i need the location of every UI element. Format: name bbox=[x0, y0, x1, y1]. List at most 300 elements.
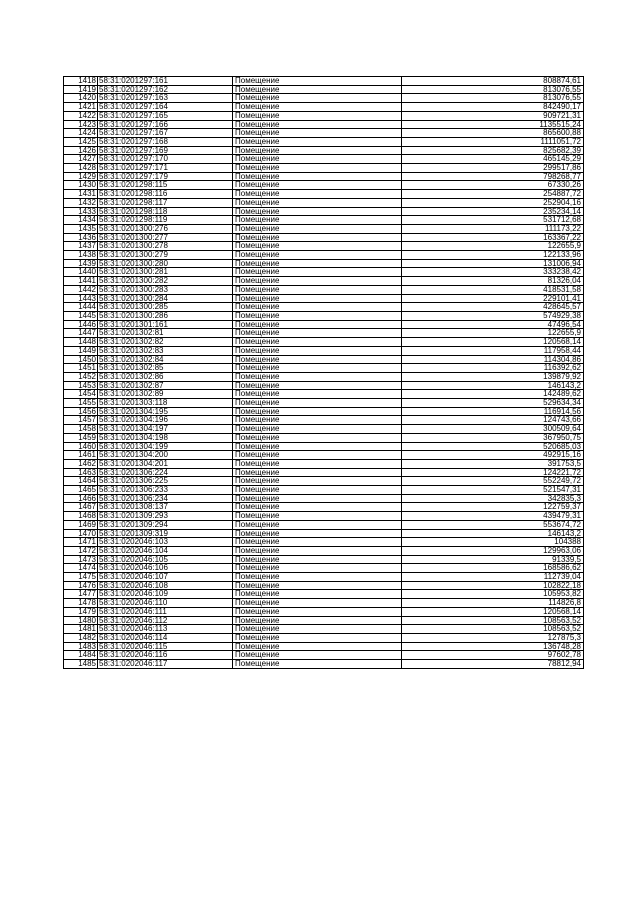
object-type-cell: Помещение bbox=[233, 277, 402, 286]
cadastral-number-cell: 58:31:0202046:109 bbox=[98, 590, 233, 599]
row-number-cell: 1484 bbox=[64, 651, 98, 660]
row-number-cell: 1432 bbox=[64, 198, 98, 207]
cadastral-number-cell: 58:31:0201309:294 bbox=[98, 520, 233, 529]
table-row bbox=[64, 155, 584, 164]
cadastral-value-cell: 865600,88 bbox=[402, 129, 584, 138]
row-number-cell: 1427 bbox=[64, 155, 98, 164]
cadastral-number-cell: 58:31:0202046:106 bbox=[98, 564, 233, 573]
row-number-cell: 1444 bbox=[64, 303, 98, 312]
cadastral-number-cell: 58:31:0202046:114 bbox=[98, 634, 233, 643]
table-row bbox=[64, 85, 584, 94]
cadastral-number-cell: 58:31:0201297:179 bbox=[98, 172, 233, 181]
object-type-cell: Помещение bbox=[233, 660, 402, 669]
cadastral-value-cell: 122133,96 bbox=[402, 251, 584, 260]
object-type-cell: Помещение bbox=[233, 268, 402, 277]
row-number-cell: 1469 bbox=[64, 520, 98, 529]
table-row bbox=[64, 224, 584, 233]
cadastral-value-cell: 808874,61 bbox=[402, 77, 584, 86]
cadastral-number-cell: 58:31:0201300:279 bbox=[98, 251, 233, 260]
object-type-cell: Помещение bbox=[233, 77, 402, 86]
table-row bbox=[64, 494, 584, 503]
table-row bbox=[64, 546, 584, 555]
row-number-cell: 1457 bbox=[64, 416, 98, 425]
cadastral-value-cell: 136748,28 bbox=[402, 642, 584, 651]
cadastral-value-cell: 520685,03 bbox=[402, 442, 584, 451]
table-row bbox=[64, 338, 584, 347]
row-number-cell: 1476 bbox=[64, 581, 98, 590]
row-number-cell: 1459 bbox=[64, 433, 98, 442]
cadastral-number-cell: 58:31:0201300:278 bbox=[98, 242, 233, 251]
cadastral-number-cell: 58:31:0201308:137 bbox=[98, 503, 233, 512]
cadastral-value-cell: 116392,62 bbox=[402, 364, 584, 373]
object-type-cell: Помещение bbox=[233, 555, 402, 564]
object-type-cell: Помещение bbox=[233, 172, 402, 181]
row-number-cell: 1440 bbox=[64, 268, 98, 277]
cadastral-value-cell: 114826,8 bbox=[402, 599, 584, 608]
object-type-cell: Помещение bbox=[233, 390, 402, 399]
table-row bbox=[64, 294, 584, 303]
table-row bbox=[64, 468, 584, 477]
object-type-cell: Помещение bbox=[233, 651, 402, 660]
object-type-cell: Помещение bbox=[233, 529, 402, 538]
cadastral-number-cell: 58:31:0201297:163 bbox=[98, 94, 233, 103]
cadastral-number-cell: 58:31:0201304:195 bbox=[98, 407, 233, 416]
object-type-cell: Помещение bbox=[233, 468, 402, 477]
table-row bbox=[64, 146, 584, 155]
row-number-cell: 1475 bbox=[64, 573, 98, 582]
row-number-cell: 1483 bbox=[64, 642, 98, 651]
object-type-cell: Помещение bbox=[233, 329, 402, 338]
cadastral-value-cell: 798268,77 bbox=[402, 172, 584, 181]
object-type-cell: Помещение bbox=[233, 642, 402, 651]
table-row bbox=[64, 599, 584, 608]
object-type-cell: Помещение bbox=[233, 111, 402, 120]
object-type-cell: Помещение bbox=[233, 372, 402, 381]
object-type-cell: Помещение bbox=[233, 573, 402, 582]
table-row bbox=[64, 625, 584, 634]
object-type-cell: Помещение bbox=[233, 94, 402, 103]
row-number-cell: 1445 bbox=[64, 311, 98, 320]
row-number-cell: 1479 bbox=[64, 607, 98, 616]
cadastral-value-cell: 122759,37 bbox=[402, 503, 584, 512]
row-number-cell: 1422 bbox=[64, 111, 98, 120]
object-type-cell: Помещение bbox=[233, 590, 402, 599]
table-row bbox=[64, 268, 584, 277]
cadastral-number-cell: 58:31:0201300:286 bbox=[98, 311, 233, 320]
cadastral-value-cell: 163367,22 bbox=[402, 233, 584, 242]
row-number-cell: 1472 bbox=[64, 546, 98, 555]
cadastral-value-cell: 122655,9 bbox=[402, 329, 584, 338]
cadastral-number-cell: 58:31:0201304:198 bbox=[98, 433, 233, 442]
cadastral-number-cell: 58:31:0201300:282 bbox=[98, 277, 233, 286]
cadastral-value-cell: 465145,29 bbox=[402, 155, 584, 164]
table-row bbox=[64, 372, 584, 381]
row-number-cell: 1467 bbox=[64, 503, 98, 512]
cadastral-number-cell: 58:31:0201297:169 bbox=[98, 146, 233, 155]
table-row bbox=[64, 538, 584, 547]
object-type-cell: Помещение bbox=[233, 190, 402, 199]
row-number-cell: 1434 bbox=[64, 216, 98, 225]
table-row bbox=[64, 181, 584, 190]
object-type-cell: Помещение bbox=[233, 137, 402, 146]
cadastral-number-cell: 58:31:0201304:200 bbox=[98, 451, 233, 460]
cadastral-value-cell: 105953,82 bbox=[402, 590, 584, 599]
object-type-cell: Помещение bbox=[233, 494, 402, 503]
table-row bbox=[64, 277, 584, 286]
cadastral-number-cell: 58:31:0201297:162 bbox=[98, 85, 233, 94]
row-number-cell: 1437 bbox=[64, 242, 98, 251]
cadastral-value-cell: 81326,04 bbox=[402, 277, 584, 286]
object-type-cell: Помещение bbox=[233, 503, 402, 512]
row-number-cell: 1449 bbox=[64, 346, 98, 355]
cadastral-number-cell: 58:31:0201304:197 bbox=[98, 425, 233, 434]
table-row bbox=[64, 120, 584, 129]
object-type-cell: Помещение bbox=[233, 512, 402, 521]
table-row bbox=[64, 381, 584, 390]
cadastral-value-cell: 124743,66 bbox=[402, 416, 584, 425]
cadastral-number-cell: 58:31:0202046:117 bbox=[98, 660, 233, 669]
cadastral-value-cell: 1135515,24 bbox=[402, 120, 584, 129]
table-row bbox=[64, 407, 584, 416]
cadastral-number-cell: 58:31:0201306:233 bbox=[98, 486, 233, 495]
cadastral-number-cell: 58:31:0201306:224 bbox=[98, 468, 233, 477]
row-number-cell: 1435 bbox=[64, 224, 98, 233]
table-row bbox=[64, 390, 584, 399]
table-row bbox=[64, 433, 584, 442]
table-row bbox=[64, 111, 584, 120]
cadastral-value-cell: 909721,31 bbox=[402, 111, 584, 120]
table-row bbox=[64, 137, 584, 146]
cadastral-value-cell: 146143,2 bbox=[402, 529, 584, 538]
table-row bbox=[64, 651, 584, 660]
cadastral-value-cell: 333238,42 bbox=[402, 268, 584, 277]
row-number-cell: 1452 bbox=[64, 372, 98, 381]
cadastral-value-cell: 492915,16 bbox=[402, 451, 584, 460]
object-type-cell: Помещение bbox=[233, 346, 402, 355]
table-row bbox=[64, 103, 584, 112]
table-row bbox=[64, 364, 584, 373]
cadastral-number-cell: 58:31:0201300:283 bbox=[98, 285, 233, 294]
cadastral-value-cell: 439479,31 bbox=[402, 512, 584, 521]
row-number-cell: 1453 bbox=[64, 381, 98, 390]
cadastral-value-cell: 127875,3 bbox=[402, 634, 584, 643]
row-number-cell: 1436 bbox=[64, 233, 98, 242]
cadastral-number-cell: 58:31:0202046:108 bbox=[98, 581, 233, 590]
table-row bbox=[64, 77, 584, 86]
row-number-cell: 1421 bbox=[64, 103, 98, 112]
table-row bbox=[64, 590, 584, 599]
table-row bbox=[64, 311, 584, 320]
row-number-cell: 1471 bbox=[64, 538, 98, 547]
object-type-cell: Помещение bbox=[233, 364, 402, 373]
cadastral-value-cell: 114304,86 bbox=[402, 355, 584, 364]
row-number-cell: 1456 bbox=[64, 407, 98, 416]
cadastral-value-cell: 78812,94 bbox=[402, 660, 584, 669]
row-number-cell: 1485 bbox=[64, 660, 98, 669]
cadastral-number-cell: 58:31:0202046:116 bbox=[98, 651, 233, 660]
cadastral-number-cell: 58:31:0201304:199 bbox=[98, 442, 233, 451]
cadastral-number-cell: 58:31:0201306:234 bbox=[98, 494, 233, 503]
cadastral-value-cell: 299517,86 bbox=[402, 164, 584, 173]
object-type-cell: Помещение bbox=[233, 120, 402, 129]
cadastral-value-cell: 112739,04 bbox=[402, 573, 584, 582]
cadastral-number-cell: 58:31:0201303:118 bbox=[98, 399, 233, 408]
cadastral-value-cell: 552249,72 bbox=[402, 477, 584, 486]
table-row bbox=[64, 642, 584, 651]
row-number-cell: 1441 bbox=[64, 277, 98, 286]
cadastral-number-cell: 58:31:0202046:112 bbox=[98, 616, 233, 625]
table-row bbox=[64, 320, 584, 329]
object-type-cell: Помещение bbox=[233, 433, 402, 442]
cadastral-number-cell: 58:31:0201300:277 bbox=[98, 233, 233, 242]
object-type-cell: Помещение bbox=[233, 129, 402, 138]
cadastral-value-cell: 418531,58 bbox=[402, 285, 584, 294]
row-number-cell: 1439 bbox=[64, 259, 98, 268]
object-type-cell: Помещение bbox=[233, 477, 402, 486]
table-row bbox=[64, 607, 584, 616]
row-number-cell: 1480 bbox=[64, 616, 98, 625]
object-type-cell: Помещение bbox=[233, 407, 402, 416]
cadastral-value-cell: 342835,3 bbox=[402, 494, 584, 503]
row-number-cell: 1438 bbox=[64, 251, 98, 260]
table-row bbox=[64, 129, 584, 138]
cadastral-number-cell: 58:31:0201302:87 bbox=[98, 381, 233, 390]
cadastral-value-cell: 120568,14 bbox=[402, 338, 584, 347]
cadastral-value-cell: 229101,41 bbox=[402, 294, 584, 303]
object-type-cell: Помещение bbox=[233, 599, 402, 608]
table-row bbox=[64, 573, 584, 582]
object-type-cell: Помещение bbox=[233, 224, 402, 233]
object-type-cell: Помещение bbox=[233, 581, 402, 590]
row-number-cell: 1433 bbox=[64, 207, 98, 216]
object-type-cell: Помещение bbox=[233, 285, 402, 294]
cadastral-number-cell: 58:31:0201300:284 bbox=[98, 294, 233, 303]
row-number-cell: 1465 bbox=[64, 486, 98, 495]
object-type-cell: Помещение bbox=[233, 616, 402, 625]
object-type-cell: Помещение bbox=[233, 181, 402, 190]
object-type-cell: Помещение bbox=[233, 198, 402, 207]
cadastral-value-cell: 139879,92 bbox=[402, 372, 584, 381]
row-number-cell: 1430 bbox=[64, 181, 98, 190]
cadastral-value-cell: 146143,2 bbox=[402, 381, 584, 390]
cadastral-number-cell: 58:31:0202046:110 bbox=[98, 599, 233, 608]
object-type-cell: Помещение bbox=[233, 303, 402, 312]
cadastral-value-table bbox=[63, 76, 584, 669]
cadastral-number-cell: 58:31:0201300:276 bbox=[98, 224, 233, 233]
cadastral-number-cell: 58:31:0201298:117 bbox=[98, 198, 233, 207]
row-number-cell: 1423 bbox=[64, 120, 98, 129]
object-type-cell: Помещение bbox=[233, 486, 402, 495]
table-row bbox=[64, 346, 584, 355]
table-row bbox=[64, 477, 584, 486]
cadastral-value-cell: 168586,62 bbox=[402, 564, 584, 573]
cadastral-number-cell: 58:31:0201302:86 bbox=[98, 372, 233, 381]
cadastral-number-cell: 58:31:0201302:82 bbox=[98, 338, 233, 347]
table-row bbox=[64, 442, 584, 451]
cadastral-value-cell: 91339,5 bbox=[402, 555, 584, 564]
table-row bbox=[64, 660, 584, 669]
cadastral-value-cell: 117958,44 bbox=[402, 346, 584, 355]
cadastral-value-cell: 102822,18 bbox=[402, 581, 584, 590]
table-body bbox=[64, 77, 584, 669]
cadastral-number-cell: 58:31:0201309:319 bbox=[98, 529, 233, 538]
object-type-cell: Помещение bbox=[233, 103, 402, 112]
object-type-cell: Помещение bbox=[233, 311, 402, 320]
cadastral-number-cell: 58:31:0202046:107 bbox=[98, 573, 233, 582]
cadastral-value-cell: 1111051,72 bbox=[402, 137, 584, 146]
object-type-cell: Помещение bbox=[233, 233, 402, 242]
table-row bbox=[64, 503, 584, 512]
object-type-cell: Помещение bbox=[233, 451, 402, 460]
object-type-cell: Помещение bbox=[233, 520, 402, 529]
cadastral-value-cell: 300509,64 bbox=[402, 425, 584, 434]
cadastral-number-cell: 58:31:0201306:225 bbox=[98, 477, 233, 486]
object-type-cell: Помещение bbox=[233, 425, 402, 434]
cadastral-number-cell: 58:31:0201297:165 bbox=[98, 111, 233, 120]
table-row bbox=[64, 529, 584, 538]
cadastral-number-cell: 58:31:0201298:119 bbox=[98, 216, 233, 225]
row-number-cell: 1482 bbox=[64, 634, 98, 643]
object-type-cell: Помещение bbox=[233, 538, 402, 547]
cadastral-number-cell: 58:31:0201297:164 bbox=[98, 103, 233, 112]
cadastral-number-cell: 58:31:0202046:111 bbox=[98, 607, 233, 616]
table-row bbox=[64, 616, 584, 625]
table-row bbox=[64, 94, 584, 103]
cadastral-value-cell: 842490,17 bbox=[402, 103, 584, 112]
cadastral-value-cell: 521547,31 bbox=[402, 486, 584, 495]
row-number-cell: 1428 bbox=[64, 164, 98, 173]
table-row bbox=[64, 451, 584, 460]
table-row bbox=[64, 251, 584, 260]
cadastral-number-cell: 58:31:0201298:118 bbox=[98, 207, 233, 216]
row-number-cell: 1466 bbox=[64, 494, 98, 503]
table-row bbox=[64, 164, 584, 173]
row-number-cell: 1463 bbox=[64, 468, 98, 477]
row-number-cell: 1442 bbox=[64, 285, 98, 294]
row-number-cell: 1454 bbox=[64, 390, 98, 399]
object-type-cell: Помещение bbox=[233, 338, 402, 347]
object-type-cell: Помещение bbox=[233, 164, 402, 173]
cadastral-value-cell: 367950,75 bbox=[402, 433, 584, 442]
cadastral-value-cell: 235234,14 bbox=[402, 207, 584, 216]
row-number-cell: 1425 bbox=[64, 137, 98, 146]
table-row bbox=[64, 259, 584, 268]
cadastral-value-cell: 47496,54 bbox=[402, 320, 584, 329]
table-row bbox=[64, 564, 584, 573]
cadastral-value-cell: 111173,22 bbox=[402, 224, 584, 233]
cadastral-value-cell: 574929,38 bbox=[402, 311, 584, 320]
cadastral-number-cell: 58:31:0201304:201 bbox=[98, 459, 233, 468]
cadastral-value-cell: 252904,16 bbox=[402, 198, 584, 207]
table-row bbox=[64, 520, 584, 529]
object-type-cell: Помещение bbox=[233, 155, 402, 164]
row-number-cell: 1443 bbox=[64, 294, 98, 303]
table-row bbox=[64, 459, 584, 468]
row-number-cell: 1461 bbox=[64, 451, 98, 460]
row-number-cell: 1448 bbox=[64, 338, 98, 347]
object-type-cell: Помещение bbox=[233, 607, 402, 616]
cadastral-value-cell: 67330,26 bbox=[402, 181, 584, 190]
row-number-cell: 1426 bbox=[64, 146, 98, 155]
object-type-cell: Помещение bbox=[233, 320, 402, 329]
row-number-cell: 1474 bbox=[64, 564, 98, 573]
row-number-cell: 1464 bbox=[64, 477, 98, 486]
table-row bbox=[64, 303, 584, 312]
row-number-cell: 1431 bbox=[64, 190, 98, 199]
cadastral-value-cell: 428645,57 bbox=[402, 303, 584, 312]
row-number-cell: 1478 bbox=[64, 599, 98, 608]
cadastral-value-cell: 124221,72 bbox=[402, 468, 584, 477]
cadastral-number-cell: 58:31:0202046:105 bbox=[98, 555, 233, 564]
object-type-cell: Помещение bbox=[233, 207, 402, 216]
object-type-cell: Помещение bbox=[233, 634, 402, 643]
row-number-cell: 1447 bbox=[64, 329, 98, 338]
cadastral-number-cell: 58:31:0201302:89 bbox=[98, 390, 233, 399]
object-type-cell: Помещение bbox=[233, 381, 402, 390]
cadastral-value-cell: 391753,5 bbox=[402, 459, 584, 468]
cadastral-number-cell: 58:31:0201309:293 bbox=[98, 512, 233, 521]
table-row bbox=[64, 207, 584, 216]
cadastral-value-cell: 104388 bbox=[402, 538, 584, 547]
row-number-cell: 1470 bbox=[64, 529, 98, 538]
row-number-cell: 1420 bbox=[64, 94, 98, 103]
row-number-cell: 1419 bbox=[64, 85, 98, 94]
row-number-cell: 1418 bbox=[64, 77, 98, 86]
cadastral-value-cell: 131006,94 bbox=[402, 259, 584, 268]
cadastral-number-cell: 58:31:0201300:280 bbox=[98, 259, 233, 268]
table-row bbox=[64, 216, 584, 225]
cadastral-number-cell: 58:31:0201300:285 bbox=[98, 303, 233, 312]
object-type-cell: Помещение bbox=[233, 85, 402, 94]
object-type-cell: Помещение bbox=[233, 242, 402, 251]
cadastral-value-cell: 553674,72 bbox=[402, 520, 584, 529]
object-type-cell: Помещение bbox=[233, 625, 402, 634]
object-type-cell: Помещение bbox=[233, 416, 402, 425]
row-number-cell: 1429 bbox=[64, 172, 98, 181]
cadastral-number-cell: 58:31:0201302:81 bbox=[98, 329, 233, 338]
cadastral-value-cell: 97602,78 bbox=[402, 651, 584, 660]
table-row bbox=[64, 555, 584, 564]
table-row bbox=[64, 634, 584, 643]
cadastral-value-cell: 116914,56 bbox=[402, 407, 584, 416]
cadastral-number-cell: 58:31:0201302:84 bbox=[98, 355, 233, 364]
row-number-cell: 1446 bbox=[64, 320, 98, 329]
cadastral-number-cell: 58:31:0201297:167 bbox=[98, 129, 233, 138]
object-type-cell: Помещение bbox=[233, 294, 402, 303]
cadastral-number-cell: 58:31:0201300:281 bbox=[98, 268, 233, 277]
row-number-cell: 1450 bbox=[64, 355, 98, 364]
table-row bbox=[64, 329, 584, 338]
table-row bbox=[64, 486, 584, 495]
cadastral-number-cell: 58:31:0202046:104 bbox=[98, 546, 233, 555]
table-row bbox=[64, 198, 584, 207]
table-row bbox=[64, 242, 584, 251]
table-row bbox=[64, 581, 584, 590]
cadastral-number-cell: 58:31:0202046:113 bbox=[98, 625, 233, 634]
cadastral-number-cell: 58:31:0201297:168 bbox=[98, 137, 233, 146]
row-number-cell: 1468 bbox=[64, 512, 98, 521]
row-number-cell: 1481 bbox=[64, 625, 98, 634]
cadastral-value-cell: 254887,72 bbox=[402, 190, 584, 199]
cadastral-value-cell: 142489,62 bbox=[402, 390, 584, 399]
cadastral-value-cell: 108563,52 bbox=[402, 616, 584, 625]
cadastral-value-cell: 813076,55 bbox=[402, 85, 584, 94]
cadastral-value-cell: 813076,55 bbox=[402, 94, 584, 103]
cadastral-value-cell: 825682,39 bbox=[402, 146, 584, 155]
row-number-cell: 1460 bbox=[64, 442, 98, 451]
object-type-cell: Помещение bbox=[233, 546, 402, 555]
table-row bbox=[64, 416, 584, 425]
